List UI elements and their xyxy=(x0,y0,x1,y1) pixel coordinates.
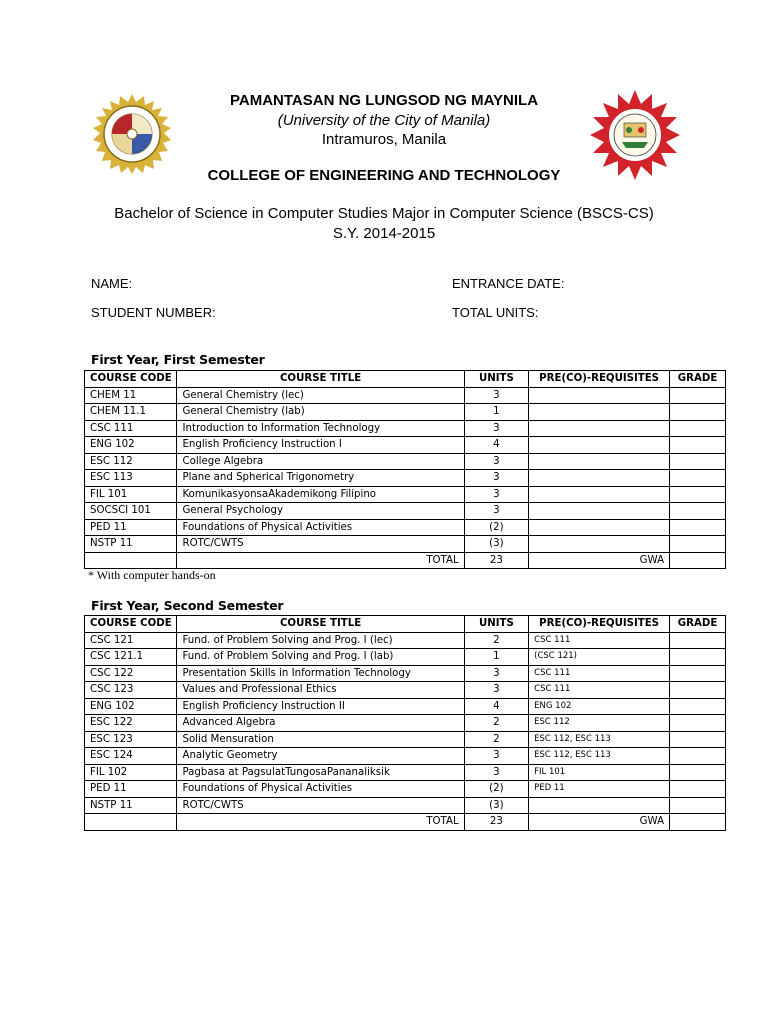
units-cell: 3 xyxy=(464,387,529,404)
table-row xyxy=(85,437,726,454)
grade-cell xyxy=(670,665,726,682)
grade-cell xyxy=(670,470,726,487)
prerequisites-cell: ESC 112, ESC 113 xyxy=(529,748,670,765)
table-row xyxy=(85,503,726,520)
units-cell: 4 xyxy=(464,437,529,454)
first-semester-title: First Year, First Semester xyxy=(91,352,265,367)
total-units-value: 23 xyxy=(464,814,529,831)
table-row xyxy=(85,748,726,765)
total-row xyxy=(85,552,726,569)
course-title-cell: General Chemistry (lec) xyxy=(177,387,464,404)
units-cell: 3 xyxy=(464,420,529,437)
grade-cell xyxy=(670,387,726,404)
header-grade: GRADE xyxy=(670,616,726,633)
course-title-cell: Advanced Algebra xyxy=(177,715,464,732)
university-english-name: (University of the City of Manila) xyxy=(277,112,491,129)
units-cell: 3 xyxy=(464,453,529,470)
course-title-cell: ROTC/CWTS xyxy=(177,536,464,553)
grade-cell xyxy=(670,731,726,748)
course-code-cell: CHEM 11.1 xyxy=(85,404,177,421)
grade-cell xyxy=(670,519,726,536)
prerequisites-cell xyxy=(529,536,670,553)
prerequisites-cell xyxy=(529,404,670,421)
course-title-cell: Plane and Spherical Trigonometry xyxy=(177,470,464,487)
table-row xyxy=(85,404,726,421)
grade-cell xyxy=(670,503,726,520)
header-units: UNITS xyxy=(464,371,529,388)
grade-cell xyxy=(670,797,726,814)
grade-cell xyxy=(670,536,726,553)
program-name: Bachelor of Science in Computer Studies Major in Computer Science (BSCS-CS) xyxy=(114,205,654,222)
course-code-cell: PED 11 xyxy=(85,781,177,798)
units-cell: 3 xyxy=(464,503,529,520)
units-cell: (3) xyxy=(464,536,529,553)
second-semester-table xyxy=(84,615,726,831)
prerequisites-cell: (CSC 121) xyxy=(529,649,670,666)
course-title-cell: Presentation Skills in Information Technology xyxy=(177,665,464,682)
second-semester-title: First Year, Second Semester xyxy=(91,598,284,613)
table-header-row xyxy=(85,616,726,633)
course-title-cell: Introduction to Information Technology xyxy=(177,420,464,437)
total-units-value: 23 xyxy=(464,552,529,569)
course-code-cell: NSTP 11 xyxy=(85,536,177,553)
prerequisites-cell: PED 11 xyxy=(529,781,670,798)
units-cell: 3 xyxy=(464,486,529,503)
university-location: Intramuros, Manila xyxy=(321,131,447,148)
grade-cell xyxy=(670,420,726,437)
units-cell: 2 xyxy=(464,632,529,649)
course-code-cell: ESC 122 xyxy=(85,715,177,732)
course-code-cell: CSC 121 xyxy=(85,632,177,649)
course-title-cell: English Proficiency Instruction II xyxy=(177,698,464,715)
course-code-cell: CSC 123 xyxy=(85,682,177,699)
course-code-cell: CHEM 11 xyxy=(85,387,177,404)
units-cell: 3 xyxy=(464,470,529,487)
grade-cell xyxy=(670,632,726,649)
header-course-title: COURSE TITLE xyxy=(177,616,464,633)
prerequisites-cell: CSC 111 xyxy=(529,665,670,682)
units-cell: (2) xyxy=(464,519,529,536)
grade-cell xyxy=(670,781,726,798)
grade-cell xyxy=(670,437,726,454)
header-prerequisites: PRE(CO)-REQUISITES xyxy=(529,616,670,633)
empty-cell xyxy=(85,814,177,831)
course-title-cell: Foundations of Physical Activities xyxy=(177,519,464,536)
grade-cell xyxy=(670,404,726,421)
grade-cell xyxy=(670,486,726,503)
table-row xyxy=(85,781,726,798)
prerequisites-cell: ENG 102 xyxy=(529,698,670,715)
college-name: COLLEGE OF ENGINEERING AND TECHNOLOGY xyxy=(207,167,561,184)
table-row xyxy=(85,682,726,699)
table-row xyxy=(85,519,726,536)
table-row xyxy=(85,698,726,715)
empty-cell xyxy=(85,552,177,569)
units-cell: 2 xyxy=(464,715,529,732)
grade-cell xyxy=(670,698,726,715)
gwa-value-cell xyxy=(670,814,726,831)
course-code-cell: ENG 102 xyxy=(85,437,177,454)
course-title-cell: Values and Professional Ethics xyxy=(177,682,464,699)
grade-cell xyxy=(670,649,726,666)
course-code-cell: SOCSCI 101 xyxy=(85,503,177,520)
units-cell: 2 xyxy=(464,731,529,748)
table-row xyxy=(85,715,726,732)
prerequisites-cell xyxy=(529,797,670,814)
units-cell: 3 xyxy=(464,748,529,765)
grade-cell xyxy=(670,764,726,781)
units-cell: 1 xyxy=(464,649,529,666)
units-cell: 1 xyxy=(464,404,529,421)
table-row xyxy=(85,764,726,781)
course-code-cell: FIL 102 xyxy=(85,764,177,781)
prerequisites-cell xyxy=(529,503,670,520)
table-row xyxy=(85,731,726,748)
units-cell: 3 xyxy=(464,665,529,682)
course-title-cell: Pagbasa at PagsulatTungosaPananaliksik xyxy=(177,764,464,781)
course-title-cell: Foundations of Physical Activities xyxy=(177,781,464,798)
prerequisites-cell: ESC 112, ESC 113 xyxy=(529,731,670,748)
units-cell: 3 xyxy=(464,764,529,781)
header-prerequisites: PRE(CO)-REQUISITES xyxy=(529,371,670,388)
course-code-cell: ESC 113 xyxy=(85,470,177,487)
course-code-cell: ESC 123 xyxy=(85,731,177,748)
prerequisites-cell xyxy=(529,486,670,503)
table-header-row xyxy=(85,371,726,388)
header-grade: GRADE xyxy=(670,371,726,388)
prerequisites-cell xyxy=(529,470,670,487)
grade-cell xyxy=(670,748,726,765)
total-label: TOTAL xyxy=(177,552,464,569)
course-code-cell: FIL 101 xyxy=(85,486,177,503)
entrance-date-label: ENTRANCE DATE: xyxy=(452,276,565,291)
course-code-cell: ENG 102 xyxy=(85,698,177,715)
prerequisites-cell xyxy=(529,519,670,536)
course-code-cell: NSTP 11 xyxy=(85,797,177,814)
course-title-cell: College Algebra xyxy=(177,453,464,470)
units-cell: 3 xyxy=(464,682,529,699)
prerequisites-cell xyxy=(529,420,670,437)
name-label: NAME: xyxy=(91,276,133,291)
prerequisites-cell xyxy=(529,437,670,454)
course-code-cell: PED 11 xyxy=(85,519,177,536)
course-code-cell: ESC 112 xyxy=(85,453,177,470)
course-title-cell: English Proficiency Instruction I xyxy=(177,437,464,454)
course-title-cell: KomunikasyonsaAkademikong Filipino xyxy=(177,486,464,503)
university-name: PAMANTASAN NG LUNGSOD NG MAYNILA xyxy=(229,92,539,109)
table-row xyxy=(85,536,726,553)
prerequisites-cell: ESC 112 xyxy=(529,715,670,732)
prerequisites-cell: CSC 111 xyxy=(529,682,670,699)
grade-cell xyxy=(670,715,726,732)
table-row xyxy=(85,486,726,503)
table-row xyxy=(85,797,726,814)
table-row xyxy=(85,420,726,437)
grade-cell xyxy=(670,682,726,699)
header-units: UNITS xyxy=(464,616,529,633)
student-number-label: STUDENT NUMBER: xyxy=(91,305,216,320)
course-code-cell: ESC 124 xyxy=(85,748,177,765)
prerequisites-cell: CSC 111 xyxy=(529,632,670,649)
table-row xyxy=(85,665,726,682)
course-code-cell: CSC 122 xyxy=(85,665,177,682)
course-title-cell: Solid Mensuration xyxy=(177,731,464,748)
units-cell: (2) xyxy=(464,781,529,798)
course-code-cell: CSC 121.1 xyxy=(85,649,177,666)
table-row xyxy=(85,649,726,666)
table-row xyxy=(85,470,726,487)
course-title-cell: General Psychology xyxy=(177,503,464,520)
grade-cell xyxy=(670,453,726,470)
units-cell: 4 xyxy=(464,698,529,715)
course-title-cell: ROTC/CWTS xyxy=(177,797,464,814)
school-year: S.Y. 2014-2015 xyxy=(332,225,436,242)
gwa-value-cell xyxy=(670,552,726,569)
table-row xyxy=(85,387,726,404)
table-row xyxy=(85,632,726,649)
header-course-code: COURSE CODE xyxy=(85,616,177,633)
units-cell: (3) xyxy=(464,797,529,814)
total-units-label: TOTAL UNITS: xyxy=(452,305,539,320)
gwa-label: GWA xyxy=(529,814,670,831)
prerequisites-cell xyxy=(529,387,670,404)
header-course-title: COURSE TITLE xyxy=(177,371,464,388)
hands-on-note: * With computer hands-on xyxy=(88,568,216,582)
total-label: TOTAL xyxy=(177,814,464,831)
first-semester-table xyxy=(84,370,726,569)
course-title-cell: Analytic Geometry xyxy=(177,748,464,765)
course-code-cell: CSC 111 xyxy=(85,420,177,437)
prerequisites-cell: FIL 101 xyxy=(529,764,670,781)
course-title-cell: Fund. of Problem Solving and Prog. I (lab) xyxy=(177,649,464,666)
course-title-cell: General Chemistry (lab) xyxy=(177,404,464,421)
course-title-cell: Fund. of Problem Solving and Prog. I (lec) xyxy=(177,632,464,649)
total-row xyxy=(85,814,726,831)
prerequisites-cell xyxy=(529,453,670,470)
header-course-code: COURSE CODE xyxy=(85,371,177,388)
gwa-label: GWA xyxy=(529,552,670,569)
table-row xyxy=(85,453,726,470)
